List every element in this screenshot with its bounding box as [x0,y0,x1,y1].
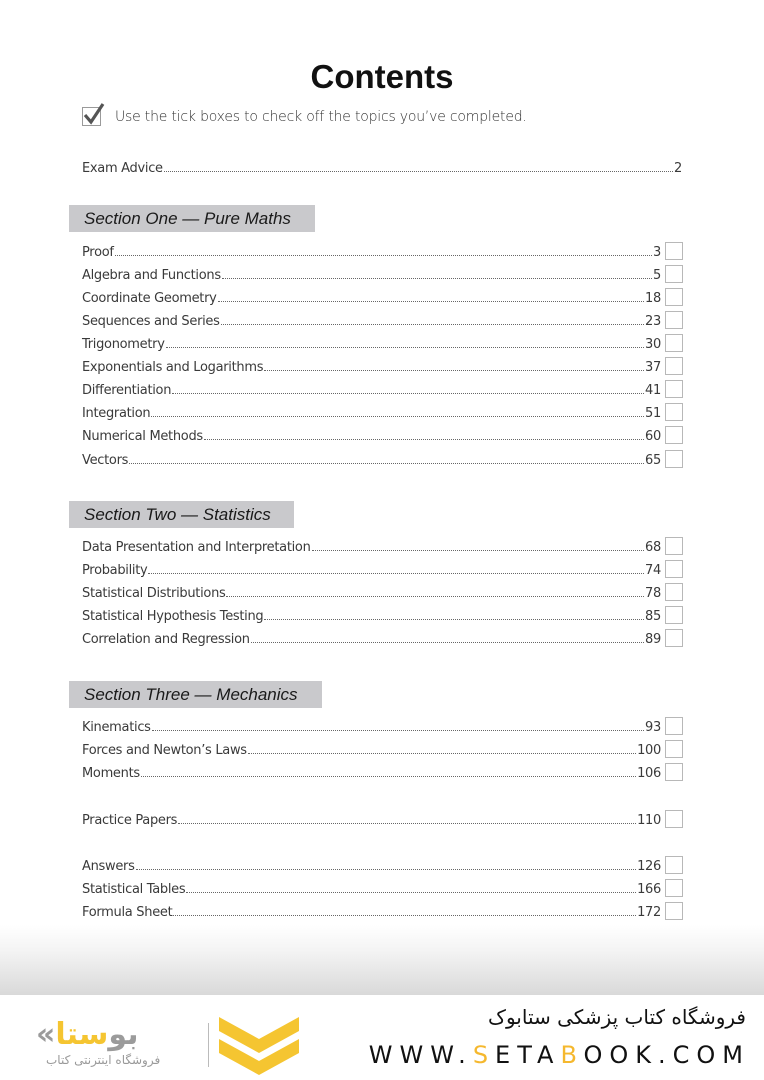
completion-checkbox[interactable] [665,334,683,352]
leader-dots [204,439,644,440]
setabook-logo[interactable] [36,1013,296,1075]
toc-entry [82,450,683,468]
toc-entry [82,717,683,735]
completion-checkbox[interactable] [665,357,683,375]
completion-checkbox[interactable] [665,265,683,283]
entry-label: Moments [82,766,140,781]
entry-page-number: 100 [637,743,661,758]
entry-label: Statistical Tables [82,882,186,897]
tick-instruction [82,107,527,126]
completion-checkbox[interactable] [665,426,683,444]
watermark-footer [0,995,764,1080]
entry-label: Kinematics [82,720,151,735]
url-part: OOK.COM [583,1041,750,1069]
entry-label: Exponentials and Logarithms [82,360,264,375]
entry-page-number: 89 [645,632,661,647]
entry-label: Sequences and Series [82,314,220,329]
toc-entry [82,380,683,398]
toc-entry [82,426,683,444]
leader-dots [115,255,652,256]
logo-wordmark-gray: «بو [36,1017,139,1052]
entry-label: Coordinate Geometry [82,291,217,306]
toc-entry [82,334,683,352]
completion-checkbox[interactable] [665,810,683,828]
entry-page-number: 106 [637,766,661,781]
entry-page-number: 110 [637,813,661,828]
url-part-highlight: S [472,1041,496,1069]
leader-dots [251,642,644,643]
entry-page-number: 78 [645,586,661,601]
entry-label: Integration [82,406,151,421]
completion-checkbox[interactable] [665,288,683,306]
entry-label: Proof [82,245,114,260]
toc-entry [82,265,683,283]
toc-entry [82,629,683,647]
leader-dots [152,730,644,731]
entry-page-number: 18 [645,291,661,306]
entry-page-number: 5 [653,268,661,283]
page-title: Contents [310,58,454,95]
entry-label: Trigonometry [82,337,165,352]
toc-entry-answers [82,856,683,874]
leader-dots [312,550,645,551]
entry-label: Answers [82,859,135,874]
toc-entry-exam-advice[interactable] [82,158,682,176]
leader-dots [141,776,636,777]
leader-dots [264,370,644,371]
entry-label: Algebra and Functions [82,268,221,283]
toc-entry [82,357,683,375]
entry-page-number: 2 [674,161,682,176]
entry-label: Differentiation [82,383,172,398]
logo-divider [208,1023,209,1067]
checkmark-icon [82,107,101,126]
logo-wordmark [36,1017,138,1052]
leader-dots [172,393,644,394]
leader-dots [136,869,637,870]
completion-checkbox[interactable] [665,450,683,468]
url-part: ETA [495,1041,561,1069]
leader-dots [221,324,644,325]
completion-checkbox[interactable] [665,856,683,874]
entry-label: Exam Advice [82,161,163,176]
chevron-emblem-icon [219,1017,299,1075]
entry-page-number: 60 [645,429,661,444]
entry-page-number: 85 [645,609,661,624]
completion-checkbox[interactable] [665,242,683,260]
toc-entry [82,583,683,601]
toc-entry [82,288,683,306]
url-part: WWW. [368,1041,473,1069]
entry-page-number: 3 [653,245,661,260]
leader-dots [164,171,673,172]
store-url[interactable] [369,1041,750,1069]
entry-page-number: 37 [645,360,661,375]
toc-entry [82,403,683,421]
entry-page-number: 126 [637,859,661,874]
completion-checkbox[interactable] [665,879,683,897]
entry-label: Numerical Methods [82,429,203,444]
completion-checkbox[interactable] [665,717,683,735]
completion-checkbox[interactable] [665,629,683,647]
entry-page-number: 74 [645,563,661,578]
leader-dots [178,823,636,824]
completion-checkbox[interactable] [665,537,683,555]
section-one-heading: Section One — Pure Maths [69,205,315,232]
entry-label: Data Presentation and Interpretation [82,540,311,555]
toc-entry-statistical-tables [82,879,683,897]
toc-entry-formula-sheet [82,902,683,920]
entry-page-number: 51 [645,406,661,421]
leader-dots [186,892,636,893]
toc-entry [82,242,683,260]
completion-checkbox[interactable] [665,740,683,758]
entry-label: Correlation and Regression [82,632,250,647]
entry-label: Formula Sheet [82,905,173,920]
completion-checkbox[interactable] [665,311,683,329]
entry-page-number: 172 [637,905,661,920]
leader-dots [173,915,636,916]
leader-dots [151,416,644,417]
logo-wordmark-yellow: ستا [55,1017,109,1052]
entry-page-number: 68 [645,540,661,555]
entry-label: Probability [82,563,148,578]
toc-entry [82,560,683,578]
entry-page-number: 23 [645,314,661,329]
entry-label: Statistical Distributions [82,586,226,601]
leader-dots [226,596,644,597]
entry-page-number: 166 [637,882,661,897]
toc-entry [82,740,683,758]
toc-entry [82,606,683,624]
leader-dots [166,347,644,348]
entry-label: Forces and Newton’s Laws [82,743,247,758]
completion-checkbox[interactable] [665,583,683,601]
completion-checkbox[interactable] [665,606,683,624]
entry-label: Practice Papers [82,813,178,828]
toc-entry [82,311,683,329]
entry-label: Vectors [82,453,129,468]
leader-dots [248,753,636,754]
section-two-heading: Section Two — Statistics [69,501,294,528]
leader-dots [222,278,652,279]
toc-entry [82,763,683,781]
entry-page-number: 93 [645,720,661,735]
completion-checkbox[interactable] [665,763,683,781]
entry-page-number: 65 [645,453,661,468]
leader-dots [264,619,644,620]
completion-checkbox[interactable] [665,902,683,920]
completion-checkbox[interactable] [665,403,683,421]
leader-dots [129,463,644,464]
entry-page-number: 41 [645,383,661,398]
completion-checkbox[interactable] [665,380,683,398]
url-part-highlight: B [560,1041,584,1069]
leader-dots [218,301,645,302]
logo-subtitle: فروشگاه اینترنتی کتاب [46,1053,161,1067]
entry-page-number: 30 [645,337,661,352]
completion-checkbox[interactable] [665,560,683,578]
toc-entry [82,537,683,555]
entry-label: Statistical Hypothesis Testing [82,609,264,624]
section-three-heading: Section Three — Mechanics [69,681,322,708]
tick-instruction-text: Use the tick boxes to check off the topics you’ve completed. [115,108,527,125]
leader-dots [148,573,644,574]
toc-entry-practice-papers [82,810,683,828]
store-title: فروشگاه کتاب پزشکی ستابوک [488,1005,746,1029]
